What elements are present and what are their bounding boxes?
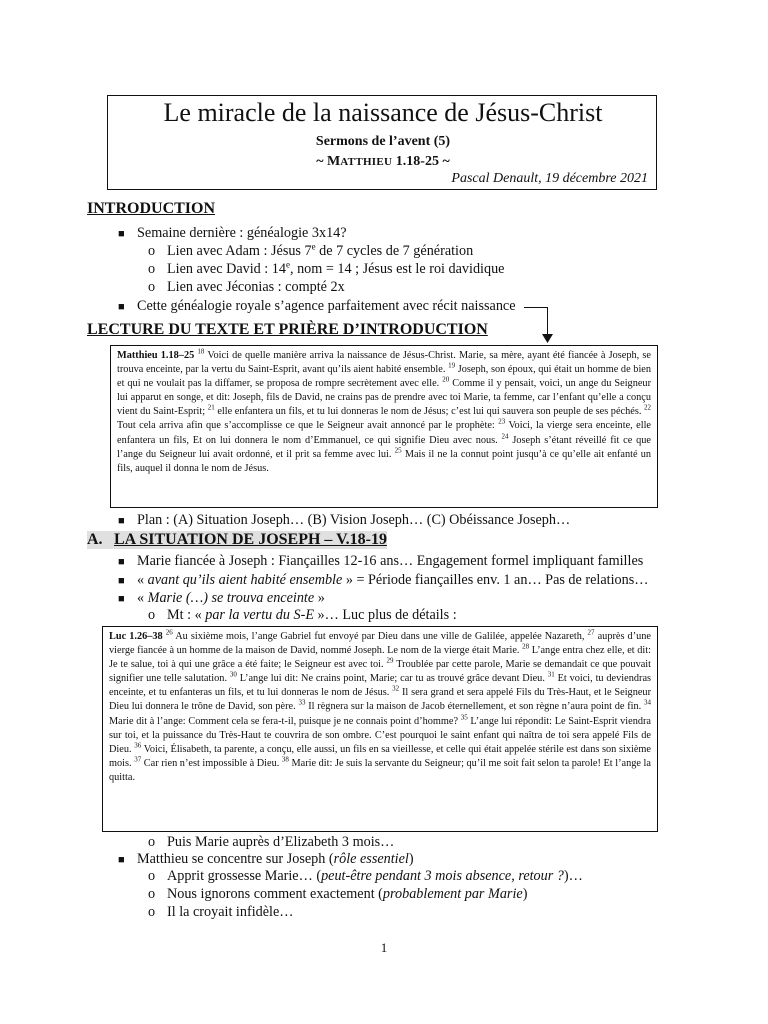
bullet-icon: ■ <box>118 301 125 313</box>
bullet-icon: ■ <box>118 854 125 866</box>
sub-bullet-icon: o <box>148 279 156 295</box>
section-a-sub-4: Nous ignorons comment exactement (probablement par Marie) <box>167 886 528 902</box>
section-a-item-1: Marie fiancée à Joseph : Fiançailles 12-16 ans… Engagement formel impliquant familles <box>137 553 644 569</box>
sub-bullet-icon: o <box>148 868 156 884</box>
plan-line: Plan : (A) Situation Joseph… (B) Vision Joseph… (C) Obéissance Joseph… <box>137 512 571 528</box>
author-date: Pascal Denault, 19 décembre 2021 <box>451 171 648 186</box>
lecture-heading: LECTURE DU TEXTE ET PRIÈRE D’INTRODUCTION <box>87 321 488 338</box>
scripture-box-matthew <box>110 345 658 508</box>
document-subtitle: Sermons de l’avent (5) <box>315 134 451 149</box>
intro-item-2: Cette généalogie royale s’agence parfaitement avec récit naissance <box>137 298 516 314</box>
sub-bullet-icon: o <box>148 607 156 623</box>
page-number: 1 <box>380 940 388 955</box>
scripture-ref: Matthieu 1.18–25 <box>117 350 195 361</box>
intro-sub-2: Lien avec David : 14e, nom = 14 ; Jésus est le roi davidique <box>167 259 505 277</box>
scripture-box-luke <box>102 626 658 832</box>
scripture-reference: ~ MATTHIEU 1.18-25 ~ <box>316 154 450 169</box>
bullet-icon: ■ <box>118 515 125 527</box>
bullet-icon: ■ <box>118 228 125 240</box>
sub-bullet-icon: o <box>148 886 156 902</box>
intro-heading: INTRODUCTION <box>87 200 216 217</box>
scripture-ref: Luc 1.26–38 <box>109 631 163 642</box>
bullet-icon: ■ <box>118 575 125 587</box>
arrow-line <box>524 307 548 308</box>
scripture-text-matthew: Matthieu 1.18–25 $^{18}$ Voici de quelle manière arriva la naissance de Jésus-Christ. Marie, sa mère, ayant été fiancée à Joseph, se trouva enceinte, par la vertu du Saint-Esprit, avant qu’ils aient habité ensemble. $^{19}$ Joseph, son époux, qui était un homme de bien et qui ne voulait pas la diffamer, se proposa de rompre secrètement avec elle. $^{20}$ Comme il y pensait, voici, un ange du Seigneur lui apparut en songe, et dit: Joseph, fils de David, ne crains pas de prendre avec toi Marie, ta femme, car l’enfant qu’elle a conçu vient du Saint-Esprit; $^{21}$ elle enfantera un fils, et tu lui donneras le nom de Jésus; c’est lui qui sauvera son peuple de ses péchés. $^{22}$ Tout cela arriva afin que s’accomplisse ce que le Seigneur avait annoncé par le prophète: $^{23}$ Voici, la vierge sera enceinte, elle enfantera un fils, Et on lui donnera le nom d’Emmanuel, ce qui signifie Dieu avec nous. $^{24}$ Joseph s’étant réveillé fit ce que l’ange du Seigneur lui avait ordonné, et il prit sa femme avec lui. $^{25}$ Mais il ne la connut point jusqu’à ce qu’elle ait enfanté un fils, auquel il donna le nom de Jésus. <box>117 347 652 474</box>
section-a-sub-2: Puis Marie auprès d’Elizabeth 3 mois… <box>167 834 395 850</box>
document-title: Le miracle de la naissance de Jésus-Christ <box>163 98 603 127</box>
section-a-heading: A. LA SITUATION DE JOSEPH – V.18-19 <box>87 531 387 548</box>
section-a-sub-1: Mt : « par la vertu du S-E »… Luc plus de détails : <box>167 607 457 623</box>
arrow-line <box>547 307 548 337</box>
intro-sub-3: Lien avec Jéconias : compté 2x <box>167 279 345 295</box>
intro-sub-1: Lien avec Adam : Jésus 7e de 7 cycles de 7 génération <box>167 241 474 259</box>
scripture-text-luke: Luc 1.26–38 $^{26}$ Au sixième mois, l’ange Gabriel fut envoyé par Dieu dans une ville de Galilée, appelée Nazareth, $^{27}$ auprès d’une vierge fiancée à un homme de la maison de David, nommé Joseph. Le nom de la vierge était Marie. $^{28}$ L’ange entra chez elle, et dit: Je te salue, toi à qui une grâce a été faite; le Seigneur est avec toi. $^{29}$ Troublée par cette parole, Marie se demandait ce que pouvait signifier une telle salutation. $^{30}$ L’ange lui dit: Ne crains point, Marie; car tu as trouvé grâce devant Dieu. $^{31}$ Et voici, tu deviendras enceinte, et tu enfanteras un fils, et tu lui donneras le nom de Jésus. $^{32}$ Il sera grand et sera appelé Fils du Très-Haut, et le Seigneur Dieu lui donnera le trône de David, son père. $^{33}$ Il règnera sur la maison de Jacob éternellement, et son règne n’aura point de fin. $^{34}$ Marie dit à l’ange: Comment cela se fera-t-il, puisque je ne connais point d’homme? $^{35}$ L’ange lui répondit: Le Saint-Esprit viendra sur toi, et la puissance du Très-Haut te couvrira de son ombre. C’est pourquoi le saint enfant qui naîtra de toi sera appelé Fils de Dieu. $^{36}$ Voici, Élisabeth, ta parente, a conçu, elle aussi, un fils en sa vieillesse, et celle qui était appelée stérile est dans son sixième mois. $^{37}$ Car rien n’est impossible à Dieu. $^{38}$ Marie dit: Je suis la servante du Seigneur; qu’il me soit fait selon ta parole! Et l’ange la quitta. <box>109 628 652 783</box>
section-a-item-2: « avant qu’ils aient habité ensemble » = Période fiançailles env. 1 an… Pas de relations… <box>137 572 649 588</box>
section-a-sub-5: Il la croyait infidèle… <box>167 904 294 920</box>
section-a-sub-3: Apprit grossesse Marie… (peut-être pendant 3 mois absence, retour ?)… <box>167 868 583 884</box>
sub-bullet-icon: o <box>148 243 156 259</box>
intro-item-1: Semaine dernière : généalogie 3x14? <box>137 225 347 241</box>
sub-bullet-icon: o <box>148 904 156 920</box>
sub-bullet-icon: o <box>148 261 156 277</box>
bullet-icon: ■ <box>118 593 125 605</box>
section-a-item-3: « Marie (…) se trouva enceinte » <box>137 590 325 606</box>
bullet-icon: ■ <box>118 556 125 568</box>
sub-bullet-icon: o <box>148 834 156 850</box>
document-header <box>107 95 657 190</box>
section-a-item-4: Matthieu se concentre sur Joseph (rôle essentiel) <box>137 851 414 867</box>
arrow-down-icon <box>542 334 553 344</box>
